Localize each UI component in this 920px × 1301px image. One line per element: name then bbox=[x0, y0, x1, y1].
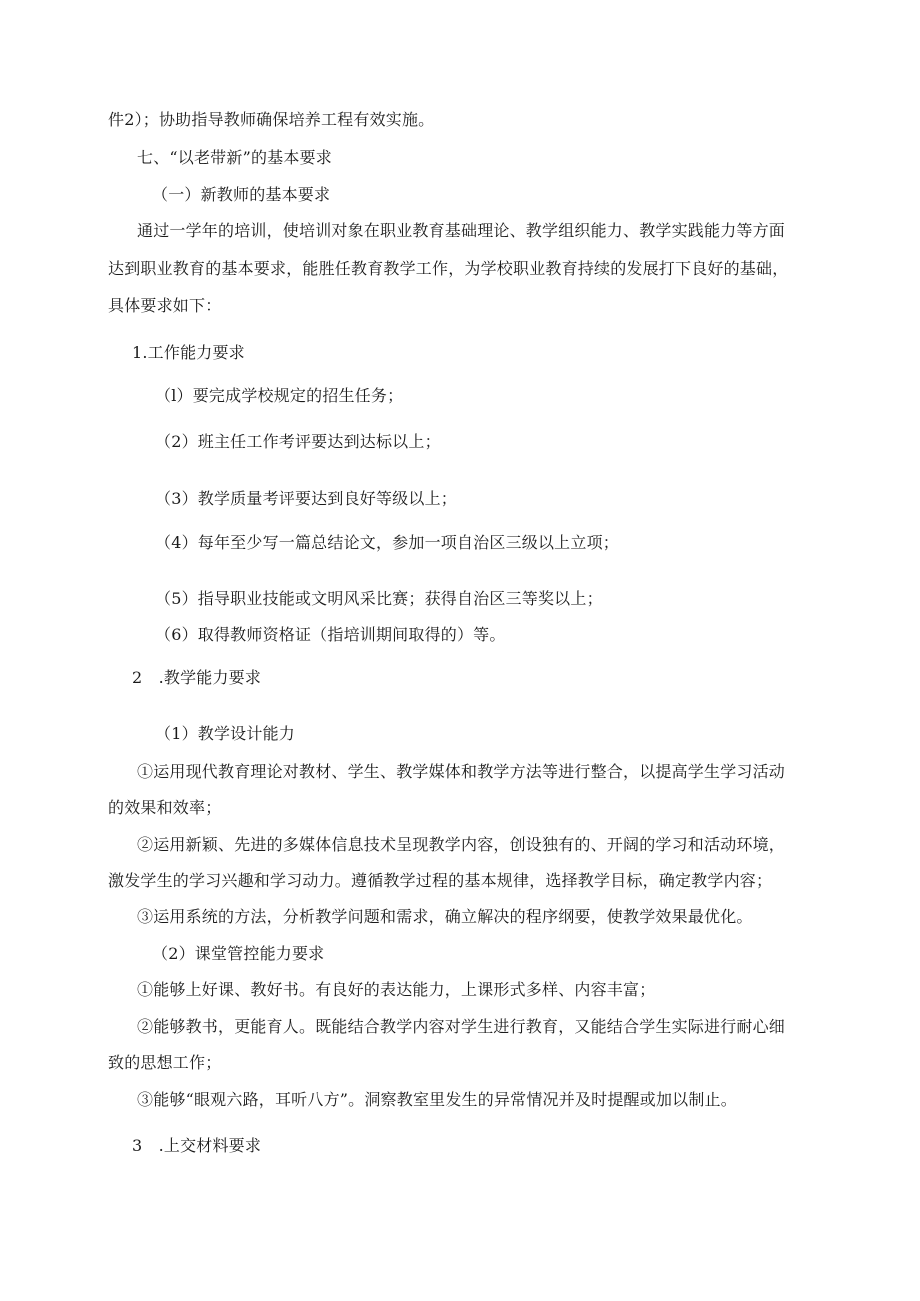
list-item: （l）要完成学校规定的招生任务； bbox=[155, 386, 404, 405]
paragraph-line: 通过一学年的培训，使培训对象在职业教育基础理论、教学组织能力、教学实践能力等方面 bbox=[137, 221, 786, 240]
subitem-heading: （2）课堂管控能力要求 bbox=[152, 944, 325, 963]
paragraph-line: 致的思想工作； bbox=[108, 1053, 222, 1072]
paragraph-line: ③能够“眼观六路，耳听八方”。洞察教室里发生的异常情况并及时提醒或加以制止。 bbox=[137, 1090, 737, 1109]
item-heading-work-ability: 1.工作能力要求 bbox=[132, 343, 245, 362]
item-heading-teaching-ability: 2 .教学能力要求 bbox=[132, 668, 262, 687]
paragraph-line: ①能够上好课、教好书。有良好的表达能力，上课形式多样、内容丰富； bbox=[137, 980, 656, 999]
list-item: （5）指导职业技能或文明风采比赛；获得自治区三等奖以上； bbox=[155, 589, 603, 608]
paragraph-line: ③运用系统的方法，分析教学问题和需求，确立解决的程序纲要，使教学效果最优化。 bbox=[137, 907, 753, 926]
subsection-heading-one: （一）新教师的基本要求 bbox=[152, 185, 331, 204]
paragraph-line: ②运用新颖、先进的多媒体信息技术呈现教学内容，创设独有的、开阔的学习和活动环境， bbox=[137, 835, 786, 854]
paragraph-line: ②能够教书，更能育人。既能结合教学内容对学生进行教育，又能结合学生实际进行耐心细 bbox=[137, 1017, 786, 1036]
list-item: （4）每年至少写一篇总结论文，参加一项自治区三级以上立项； bbox=[155, 533, 619, 552]
list-item: （3）教学质量考评要达到良好等级以上； bbox=[155, 489, 457, 508]
list-item: （2）班主任工作考评要达到达标以上； bbox=[155, 432, 441, 451]
item-heading-materials: 3 .上交材料要求 bbox=[132, 1136, 262, 1155]
paragraph-line: 具体要求如下： bbox=[108, 296, 222, 315]
paragraph-line: 激发学生的学习兴趣和学习动力。遵循教学过程的基本规律，选择教学目标，确定教学内容； bbox=[108, 871, 773, 890]
paragraph-line: 达到职业教育的基本要求，能胜任教育教学工作，为学校职业教育持续的发展打下良好的基础， bbox=[108, 259, 789, 278]
subitem-heading: （1）教学设计能力 bbox=[155, 724, 295, 743]
list-item: （6）取得教师资格证（指培训期间取得的）等。 bbox=[155, 625, 506, 644]
paragraph-line: ①运用现代教育理论对教材、学生、教学媒体和教学方法等进行整合，以提高学生学习活动 bbox=[137, 762, 786, 781]
section-heading-seven: 七、“以老带新”的基本要求 bbox=[137, 148, 332, 167]
text-line-continuation: 件2）；协助指导教师确保培养工程有效实施。 bbox=[108, 110, 435, 129]
paragraph-line: 的效果和效率； bbox=[108, 798, 222, 817]
